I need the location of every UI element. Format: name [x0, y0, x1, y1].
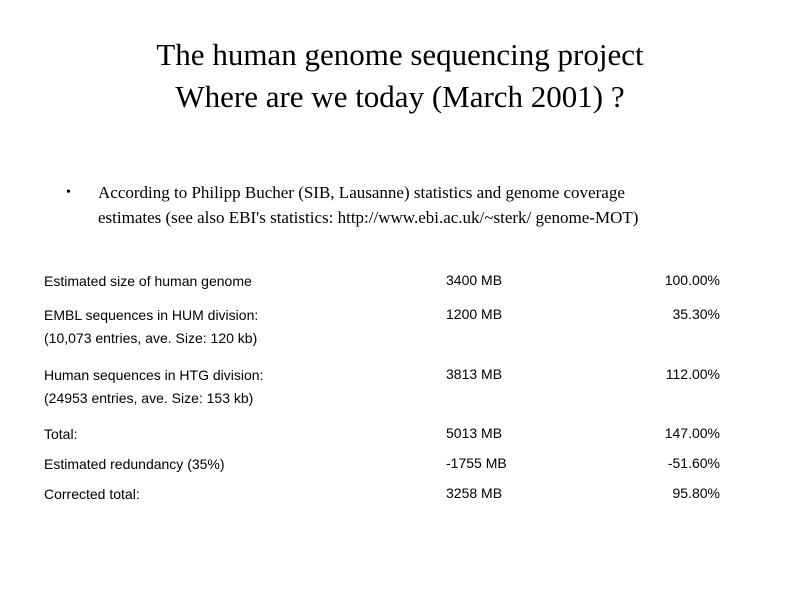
row-label: Estimated size of human genome — [44, 273, 252, 289]
row-label: Total: — [44, 426, 78, 442]
row-label-cell — [44, 453, 225, 476]
row-percent: 35.30% — [672, 306, 720, 322]
title-line-1: The human genome sequencing project — [156, 37, 644, 72]
row-size: 3258 MB — [446, 485, 503, 501]
row-percent: 95.80% — [672, 485, 720, 501]
row-label-cell — [44, 423, 77, 446]
row-sublabel: (10,073 entries, ave. Size: 120 kb) — [44, 330, 258, 346]
row-sublabel: (24953 entries, ave. Size: 153 kb) — [44, 390, 254, 406]
row-size: -1755 MB — [446, 455, 507, 471]
row-label-cell — [44, 304, 258, 350]
slide-title — [0, 34, 800, 118]
row-size: 3813 MB — [446, 366, 503, 382]
row-size: 5013 MB — [446, 425, 503, 441]
bullet-marker: • — [66, 185, 71, 200]
row-label-cell — [44, 364, 263, 410]
row-label: EMBL sequences in HUM division: — [44, 307, 259, 323]
title-line-2: Where are we today (March 2001) ? — [175, 79, 625, 114]
bullet-line-1: According to Philipp Bucher (SIB, Lausanne) statistics and genome coverage — [98, 183, 625, 202]
row-label: Human sequences in HTG division: — [44, 367, 264, 383]
bullet-line-2: estimates (see also EBI's statistics: http://www.ebi.ac.uk/~sterk/ genome-MOT) — [98, 208, 639, 227]
row-percent: -51.60% — [667, 455, 720, 471]
row-size: 1200 MB — [446, 306, 503, 322]
row-label-cell — [44, 270, 252, 293]
row-label: Estimated redundancy (35%) — [44, 456, 225, 472]
bullet-text — [98, 180, 758, 230]
row-label-cell — [44, 483, 140, 506]
row-label: Corrected total: — [44, 486, 140, 502]
row-size: 3400 MB — [446, 272, 503, 288]
row-percent: 147.00% — [664, 425, 720, 441]
row-percent: 100.00% — [664, 272, 720, 288]
row-percent: 112.00% — [665, 366, 720, 382]
